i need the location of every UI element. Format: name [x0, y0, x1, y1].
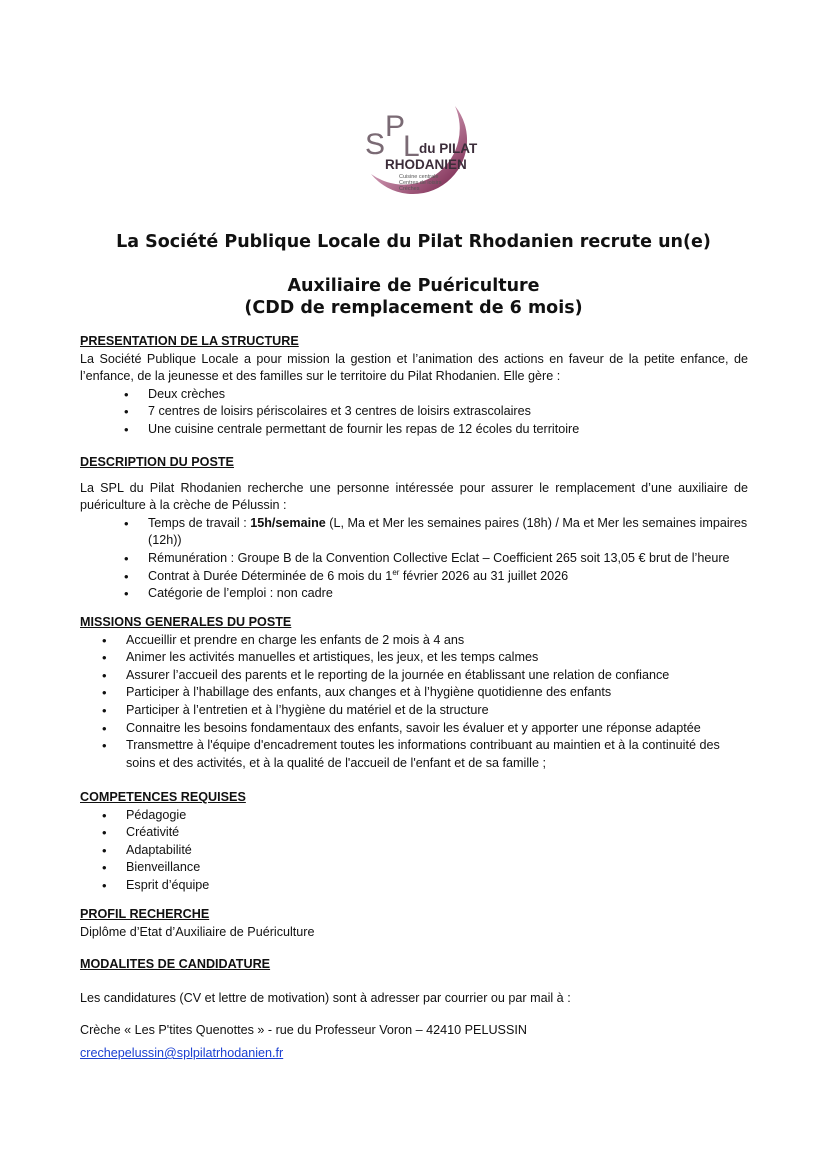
section-missions: [80, 614, 748, 772]
job-subtitle: (CDD de remplacement de 6 mois): [244, 298, 583, 318]
list-item: • Esprit d’équipe: [80, 877, 748, 895]
application-email-row: [80, 1045, 748, 1063]
recruitment-headline: La Société Publique Locale du Pilat Rhodanien recrute un(e): [116, 232, 711, 252]
application-address: Crèche « Les P'tites Quenottes » - rue du Professeur Voron – 42410 PELUSSIN: [80, 1023, 527, 1037]
list-item: • Pédagogie: [80, 807, 748, 825]
list-item: • Créativité: [80, 824, 748, 842]
description-list: [80, 515, 748, 603]
spl-logo: [355, 96, 495, 212]
contract-ordinal: er: [392, 567, 400, 577]
section-presentation: [80, 333, 748, 439]
section-heading: DESCRIPTION DU POSTE: [80, 455, 234, 469]
list-item: • 7 centres de loisirs périscolaires et 3 centres de loisirs extrascolaires: [80, 403, 748, 421]
section-profile: [80, 906, 748, 941]
list-item: • Transmettre à l'équipe d'encadrement toutes les informations contribuant au maintien et à la continuité des soins et des activités, et à la qualité de l'accueil de l'enfant et de sa famille ;: [80, 737, 748, 772]
section-description: [80, 454, 748, 603]
presentation-text: La Société Publique Locale a pour mission la gestion et l’animation des actions en faveur de la petite enfance, de l’enfance, de la jeunesse et des familles sur le territoire du Pilat Rhodanien. Elle gère :: [80, 351, 748, 384]
work-time-prefix: Temps de travail :: [148, 515, 251, 530]
section-heading: COMPETENCES REQUISES: [80, 790, 246, 804]
section-skills: [80, 789, 748, 895]
list-item: • Deux crèches: [80, 386, 748, 404]
logo-letter-p: P: [385, 110, 406, 143]
application-text: Les candidatures (CV et lettre de motivation) sont à adresser par courrier ou par mail à :: [80, 991, 571, 1005]
logo-sub-1: Cuisine centrale: [399, 174, 439, 180]
list-item: • Une cuisine centrale permettant de fournir les repas de 12 écoles du territoire: [80, 421, 748, 439]
logo-sub-3: Crèches: [399, 186, 420, 192]
presentation-list: [80, 386, 748, 439]
logo-letter-l: L: [403, 130, 420, 163]
logo-letter-s: S: [365, 128, 386, 161]
list-item: • Accueillir et prendre en charge les enfants de 2 mois à 4 ans: [80, 632, 748, 650]
description-text: La SPL du Pilat Rhodanien recherche une personne intéressée pour assurer le remplacement d’une auxiliaire de puériculture à la crèche de Pélussin :: [80, 480, 748, 513]
section-heading: PRESENTATION DE LA STRUCTURE: [80, 334, 299, 348]
logo-name-line2: RHODANIEN: [385, 157, 467, 172]
list-item-pay: • Rémunération : Groupe B de la Convention Collective Eclat – Coefficient 265 soit 13,05 € brut de l’heure: [80, 550, 748, 568]
section-application: [80, 956, 748, 974]
contract-dates: février 2026 au 31 juillet 2026: [399, 568, 569, 583]
list-item: • Bienveillance: [80, 859, 748, 877]
skills-list: [80, 807, 748, 895]
list-item: • Assurer l’accueil des parents et le reporting de la journée en établissant une relation de confiance: [80, 667, 748, 685]
list-item: • Participer à l’entretien et à l’hygiène du matériel et de la structure: [80, 702, 748, 720]
list-item: • Adaptabilité: [80, 842, 748, 860]
application-email-link[interactable]: crechepelussin@splpilatrhodanien.fr: [80, 1046, 284, 1060]
section-heading: MISSIONS GENERALES DU POSTE: [80, 615, 292, 629]
job-title: Auxiliaire de Puériculture: [287, 276, 540, 296]
logo-graphic: [355, 96, 495, 212]
section-heading: MODALITES DE CANDIDATURE: [80, 957, 271, 971]
list-item: • Animer les activités manuelles et artistiques, les jeux, et les temps calmes: [80, 649, 748, 667]
section-heading: PROFIL RECHERCHE: [80, 907, 210, 921]
list-item-contract: [80, 568, 748, 586]
logo-name-line1: du PILAT: [419, 141, 478, 156]
work-time-detail: (L, Ma et Mer les semaines paires (18h) / Ma et Mer les semaines impaires (12h)): [148, 515, 748, 548]
list-item: • Participer à l’habillage des enfants, aux changes et à l’hygiène quotidienne des enfants: [80, 684, 748, 702]
missions-list: [80, 632, 748, 773]
list-item-category: • Catégorie de l’emploi : non cadre: [80, 585, 748, 603]
logo-sub-2: Centres de loisirs: [399, 180, 442, 186]
contract-prefix: Contrat à Durée Déterminée de 6 mois du 1: [148, 568, 393, 583]
job-title-block: [0, 275, 827, 319]
list-item-work-time: [80, 515, 748, 550]
profile-text: Diplôme d’Etat d’Auxiliaire de Puériculture: [80, 924, 315, 939]
list-item: • Connaitre les besoins fondamentaux des enfants, savoir les évaluer et y apporter une réponse adaptée: [80, 720, 748, 738]
work-time-hours: 15h/semaine: [250, 515, 326, 530]
